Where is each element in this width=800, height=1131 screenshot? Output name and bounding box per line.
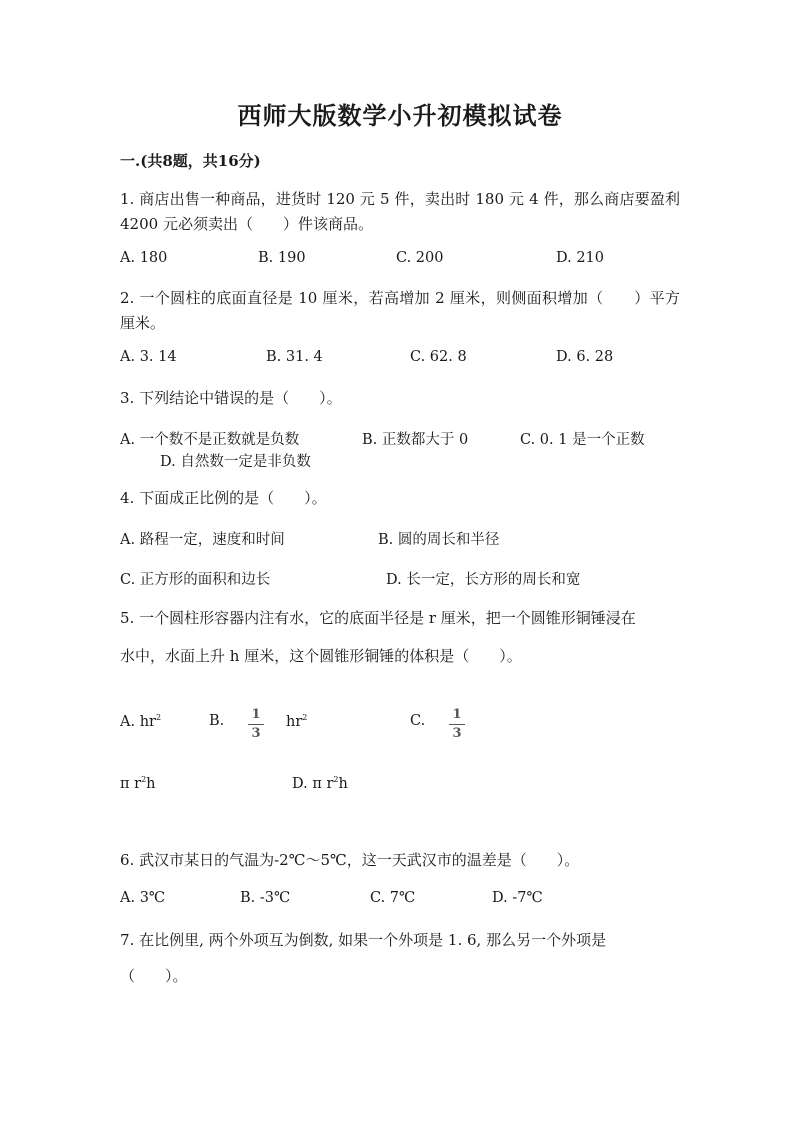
- q1-option-a: A. 180: [120, 250, 168, 266]
- q2-option-b: B. 31. 4: [266, 349, 323, 365]
- question-7-stem-line2: （ ）。: [120, 967, 188, 985]
- q5-option-b-fraction: [248, 708, 264, 741]
- question-3-stem: 3. 下列结论中错误的是（ ）。: [120, 389, 342, 407]
- q5-option-d-h: h: [338, 776, 348, 792]
- q5-option-d: [292, 775, 348, 792]
- fraction-numerator: 1: [251, 707, 261, 722]
- q5-option-d-text: D. π r: [292, 776, 334, 792]
- fraction-bar: [248, 724, 264, 725]
- question-5-stem-line2: 水中，水面上升 h 厘米，这个圆锥形铜锤的体积是（ ）。: [120, 647, 522, 665]
- q5-option-c-fraction: [449, 708, 465, 741]
- q5-option-c-exponent: 2: [141, 775, 147, 784]
- fraction-denominator: 3: [452, 726, 462, 741]
- q5-option-c-label: C.: [410, 713, 426, 729]
- q4-option-d: D. 长一定，长方形的周长和宽: [386, 572, 581, 588]
- question-1-stem: 1. 商店出售一种商品，进货时 120 元 5 件，卖出时 180 元 4 件，那么商店要盈利 4200 元必须卖出（ ）件该商品。: [120, 190, 680, 233]
- q5-option-d-exponent: 2: [333, 775, 339, 784]
- question-2-stem: 2. 一个圆柱的底面直径是 10 厘米，若高增加 2 厘米，则侧面积增加（ ）平方厘米。: [120, 289, 680, 332]
- q5-option-b-label: B.: [209, 713, 225, 729]
- q3-option-a: A. 一个数不是正数就是负数: [120, 432, 300, 448]
- q1-option-c: C. 200: [396, 250, 444, 266]
- q3-option-c: C. 0. 1 是一个正数: [520, 432, 645, 448]
- q5-option-b-expr-text: hr: [286, 714, 303, 730]
- q5-option-a: [120, 713, 161, 730]
- q4-option-a: A. 路程一定，速度和时间: [120, 532, 285, 548]
- q4-option-b: B. 圆的周长和半径: [378, 532, 500, 548]
- q1-option-b: B. 190: [258, 250, 306, 266]
- question-7-stem-line1: 7. 在比例里, 两个外项互为倒数, 如果一个外项是 1. 6, 那么另一个外项是: [120, 931, 607, 949]
- question-4-stem: 4. 下面成正比例的是（ ）。: [120, 489, 327, 507]
- q5-option-b-expr: [286, 713, 307, 730]
- q5-option-b-exponent: 2: [302, 713, 308, 722]
- q2-option-c: C. 62. 8: [410, 349, 467, 365]
- fraction-bar: [449, 724, 465, 725]
- fraction-denominator: 3: [251, 726, 261, 741]
- q6-option-a: A. 3℃: [120, 890, 166, 906]
- section-heading: 一.(共8题，共16分): [120, 152, 261, 170]
- q6-option-d: D. -7℃: [492, 890, 543, 906]
- question-5-stem-line1: 5. 一个圆柱形容器内注有水，它的底面半径是 r 厘米，把一个圆锥形铜锤浸在: [120, 609, 636, 627]
- q3-option-b: B. 正数都大于 0: [362, 432, 469, 448]
- q2-option-d: D. 6. 28: [556, 349, 614, 365]
- fraction-numerator: 1: [452, 707, 462, 722]
- q5-option-c-h: h: [146, 776, 156, 792]
- q4-option-c: C. 正方形的面积和边长: [120, 572, 271, 588]
- q3-option-d: D. 自然数一定是非负数: [160, 454, 311, 470]
- q5-option-a-exponent: 2: [155, 713, 162, 722]
- q6-option-c: C. 7℃: [370, 890, 416, 906]
- page-title: 西师大版数学小升初模拟试卷: [237, 101, 563, 130]
- q5-option-c-cont-text: π r: [120, 776, 142, 792]
- q2-option-a: A. 3. 14: [120, 349, 177, 365]
- q5-option-a-text: A. hr: [120, 714, 156, 730]
- q1-option-d: D. 210: [556, 250, 605, 266]
- question-6-stem: 6. 武汉市某日的气温为-2℃～5℃，这一天武汉市的温差是（ ）。: [120, 851, 580, 869]
- q6-option-b: B. -3℃: [240, 890, 291, 906]
- q5-option-c-continued: [120, 775, 156, 792]
